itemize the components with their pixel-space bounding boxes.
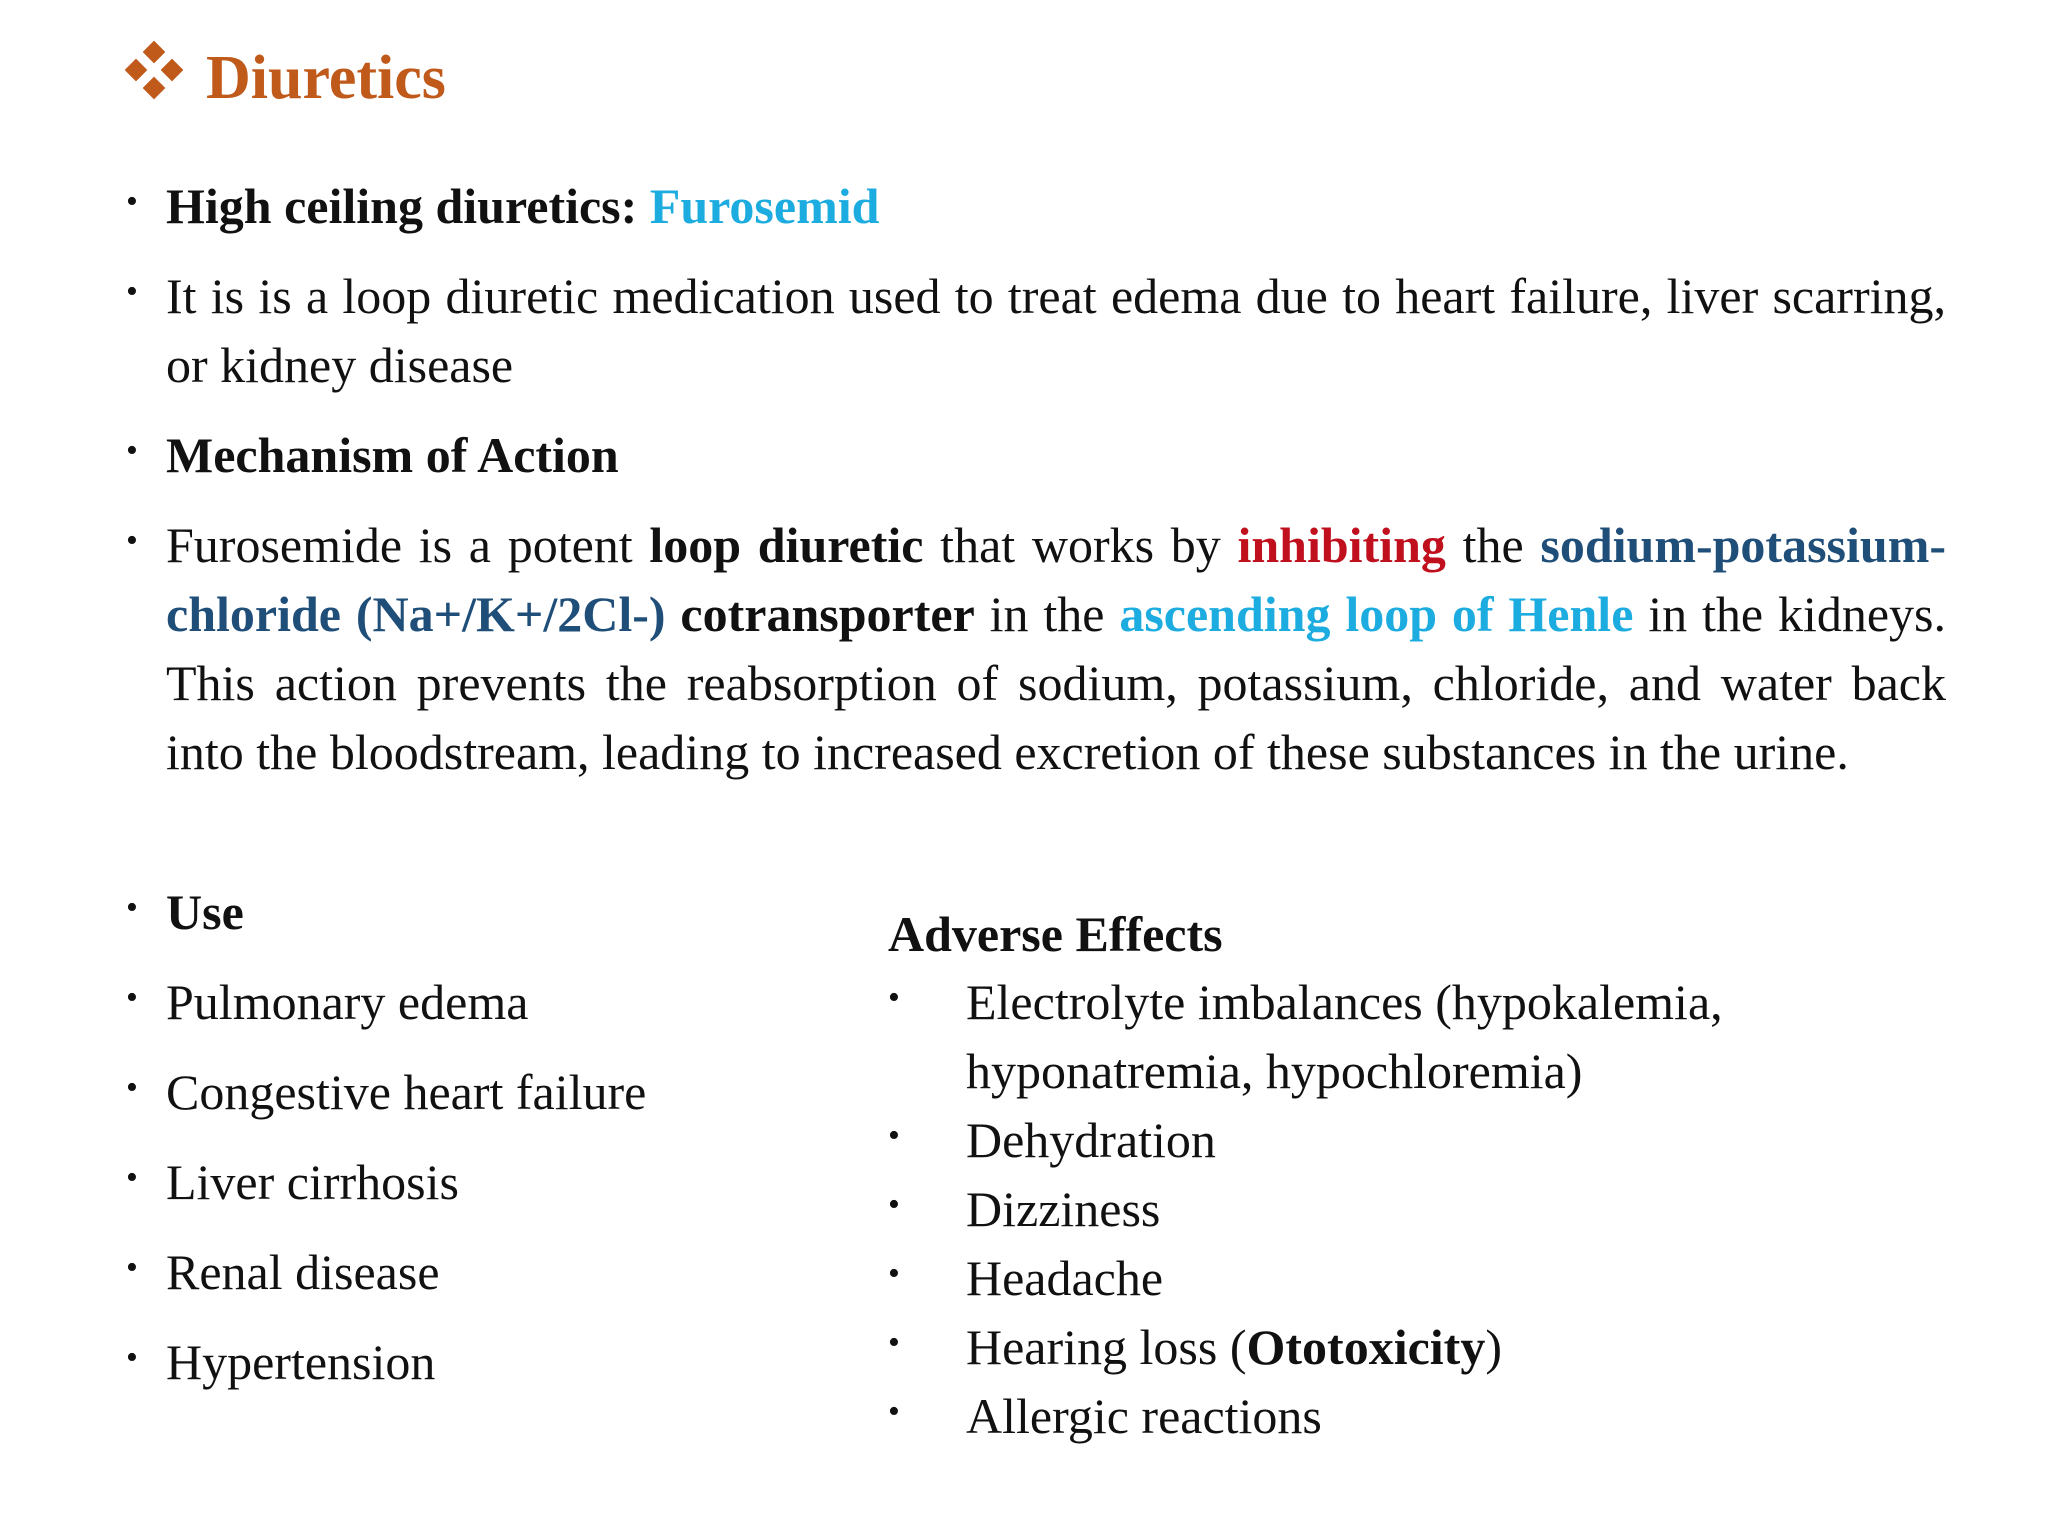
use-item bbox=[126, 1238, 866, 1307]
mechanism-transporter-name: sodium-potassium-chloride (Na+/K+/2Cl-) bbox=[166, 517, 1946, 642]
mechanism-loop-of-henle: ascending loop of Henle bbox=[1119, 586, 1634, 642]
mechanism-heading: Mechanism of Action bbox=[166, 427, 619, 483]
mechanism-text-5: the bbox=[1445, 517, 1541, 573]
adverse-item-text: Headache bbox=[966, 1250, 1164, 1306]
adverse-electrolyte-line-2: hyponatremia, hypochloremia) bbox=[966, 1043, 1583, 1099]
adverse-effects-list bbox=[888, 900, 1948, 1451]
use-heading-item bbox=[126, 878, 866, 947]
bullet-dot: • bbox=[126, 1069, 138, 1106]
diamond-cluster-icon bbox=[126, 42, 184, 100]
use-list bbox=[126, 878, 866, 1418]
bullet-dot: • bbox=[888, 1393, 900, 1430]
use-item bbox=[126, 1148, 866, 1217]
main-bullet-list bbox=[126, 172, 1946, 808]
bullet-dot: • bbox=[126, 979, 138, 1016]
mechanism-text-10: in the kidneys. This action prevents the reabsorption of sodium, potassium, chloride, and water back into the bloodstream, leading to increased excretion of these substances in the urine. bbox=[166, 586, 1946, 780]
adverse-hearing-pre: Hearing loss ( bbox=[966, 1319, 1247, 1375]
use-item-text: Hypertension bbox=[166, 1334, 436, 1390]
use-item bbox=[126, 1058, 866, 1127]
mechanism-text-3: that works by bbox=[923, 517, 1238, 573]
adverse-item-text: Dehydration bbox=[966, 1112, 1216, 1168]
mechanism-text-1: Furosemide is a potent bbox=[166, 517, 650, 573]
adverse-heading: Adverse Effects bbox=[888, 906, 1223, 962]
bullet-dot: • bbox=[888, 1186, 900, 1223]
mechanism-cotransporter: cotransporter bbox=[665, 586, 975, 642]
bullet-dot: • bbox=[888, 1117, 900, 1154]
adverse-item-text: Allergic reactions bbox=[966, 1388, 1322, 1444]
adverse-ototoxicity: Ototoxicity bbox=[1246, 1319, 1486, 1375]
use-item bbox=[126, 968, 866, 1037]
high-ceiling-label: High ceiling diuretics: bbox=[166, 178, 650, 234]
description-text: It is is a loop diuretic medication used to treat edema due to heart failure, liver scarring, or kidney disease bbox=[166, 268, 1946, 393]
bullet-dot: • bbox=[126, 1159, 138, 1196]
adverse-item bbox=[888, 968, 1948, 1106]
use-item-text: Liver cirrhosis bbox=[166, 1154, 459, 1210]
bullet-mechanism bbox=[126, 511, 1946, 787]
bullet-dot: • bbox=[126, 183, 138, 220]
use-item-text: Pulmonary edema bbox=[166, 974, 529, 1030]
use-item-text: Renal disease bbox=[166, 1244, 440, 1300]
adverse-item bbox=[888, 1313, 1948, 1382]
adverse-item bbox=[888, 1106, 1948, 1175]
bullet-dot: • bbox=[888, 1255, 900, 1292]
bullet-dot: • bbox=[126, 889, 138, 926]
mechanism-inhibiting: inhibiting bbox=[1237, 517, 1446, 573]
bullet-dot: • bbox=[126, 432, 138, 469]
bullet-dot: • bbox=[888, 979, 900, 1016]
bullet-description bbox=[126, 262, 1946, 400]
drug-name: Furosemid bbox=[649, 178, 880, 234]
slide-title bbox=[126, 38, 446, 118]
bullet-dot: • bbox=[126, 1339, 138, 1376]
bullet-dot: • bbox=[126, 522, 138, 559]
bullet-high-ceiling bbox=[126, 172, 1946, 241]
use-heading: Use bbox=[166, 884, 244, 940]
adverse-hearing-post: ) bbox=[1485, 1319, 1502, 1375]
mechanism-loop-diuretic: loop diuretic bbox=[649, 517, 924, 573]
bullet-mechanism-heading bbox=[126, 421, 1946, 490]
adverse-item bbox=[888, 1244, 1948, 1313]
use-item bbox=[126, 1328, 866, 1397]
adverse-electrolyte-line-1: Electrolyte imbalances (hypokalemia, bbox=[966, 974, 1723, 1030]
adverse-item bbox=[888, 1175, 1948, 1244]
adverse-item bbox=[888, 1382, 1948, 1451]
bullet-dot: • bbox=[888, 1324, 900, 1361]
adverse-item-text: Dizziness bbox=[966, 1181, 1161, 1237]
mechanism-text-8: in the bbox=[974, 586, 1120, 642]
bullet-dot: • bbox=[126, 1249, 138, 1286]
bullet-dot: • bbox=[126, 273, 138, 310]
use-item-text: Congestive heart failure bbox=[166, 1064, 647, 1120]
title-text: Diuretics bbox=[206, 44, 446, 112]
